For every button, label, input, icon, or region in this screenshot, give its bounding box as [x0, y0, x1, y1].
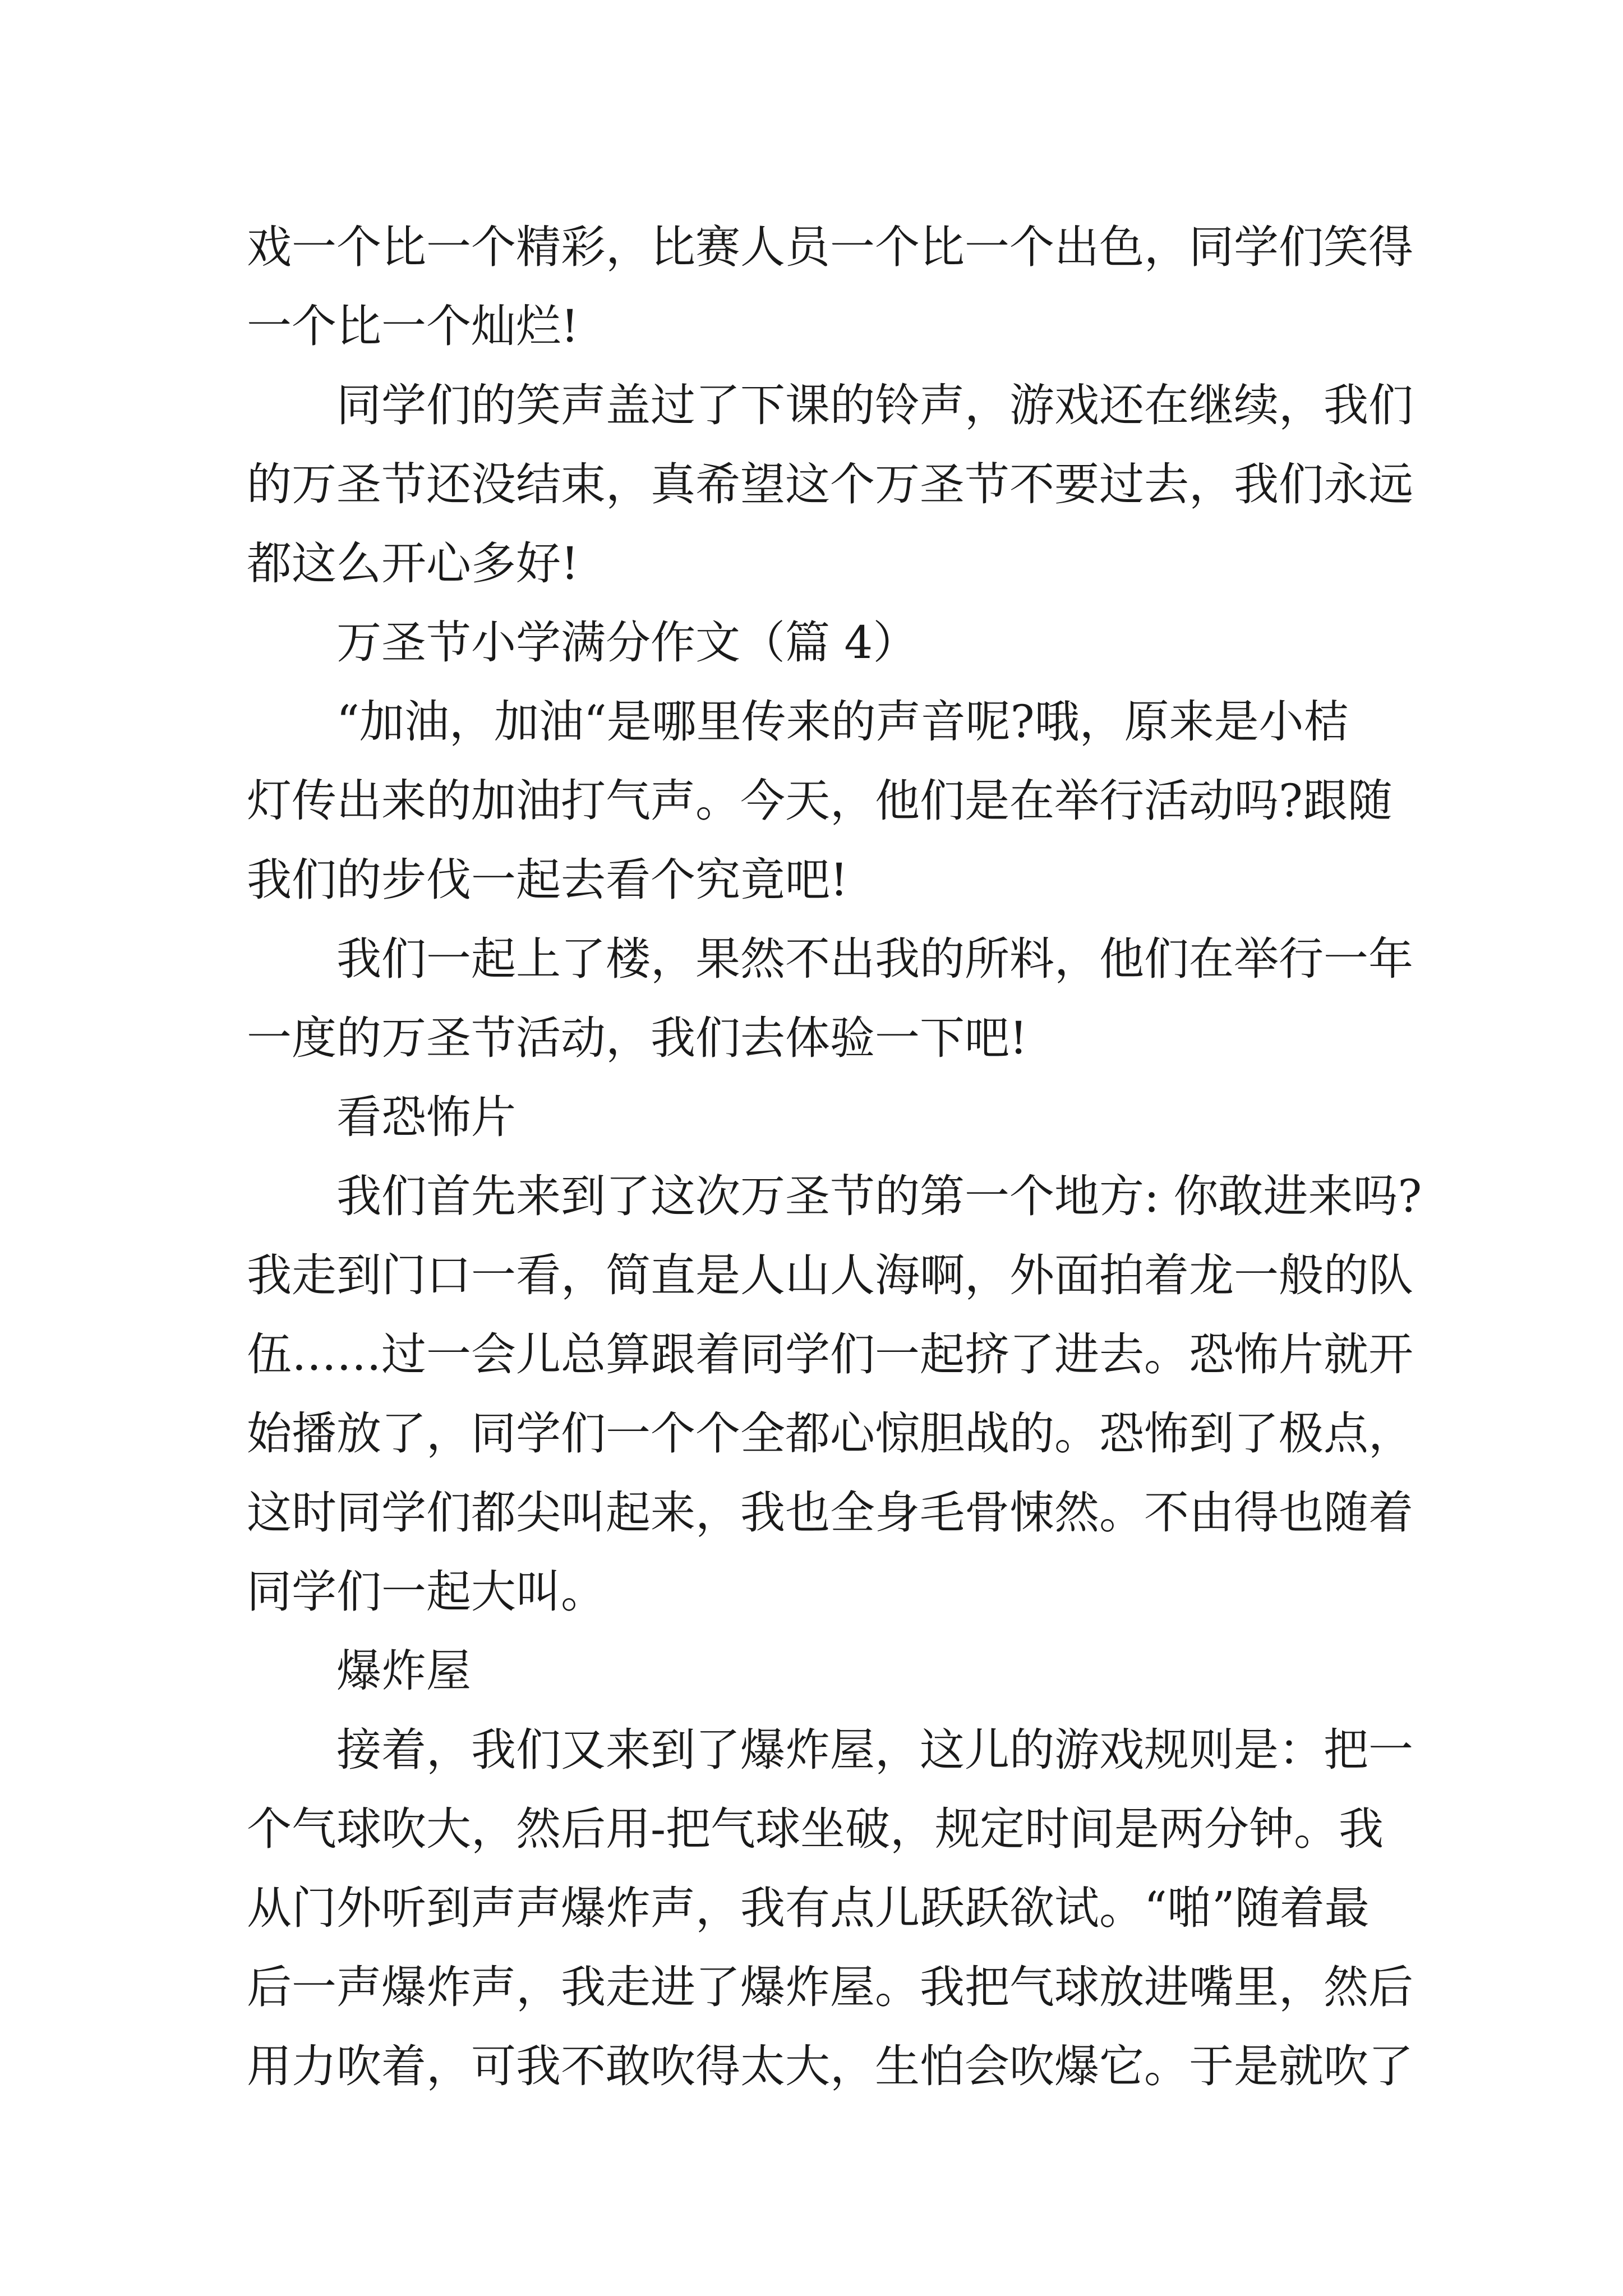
- text-line: 我走到门口一看，简直是人山人海啊，外面拍着龙一般的队: [247, 1249, 1413, 1301]
- text-line: 的万圣节还没结束，真希望这个万圣节不要过去，我们永远: [247, 458, 1413, 510]
- section-heading: 万圣节小学满分作文（篇 4）: [336, 616, 918, 669]
- text-line: 戏一个比一个精彩，比赛人员一个比一个出色，同学们笑得: [247, 221, 1413, 273]
- document-body: [247, 208, 1422, 2106]
- text-line: 后一声爆炸声，我走进了爆炸屋。我把气球放进嘴里，然后: [247, 1961, 1413, 2013]
- text-line: 一个比一个灿烂!: [247, 300, 579, 352]
- subsection-heading: 爆炸屋: [336, 1645, 471, 1697]
- text-line: 我们首先来到了这次万圣节的第一个地方: 你敢进来吗?: [336, 1170, 1422, 1222]
- text-line: 我们一起上了楼，果然不出我的所料，他们在举行一年: [336, 933, 1413, 985]
- text-line: 同学们的笑声盖过了下课的铃声，游戏还在继续，我们: [336, 379, 1413, 431]
- text-line: 这时同学们都尖叫起来，我也全身毛骨悚然。不由得也随着: [247, 1487, 1413, 1539]
- text-line: 伍……过一会儿总算跟着同学们一起挤了进去。恐怖片就开: [247, 1328, 1413, 1381]
- text-line: 始播放了，同学们一个个全都心惊胆战的。恐怖到了极点，: [247, 1407, 1413, 1460]
- text-line: 从门外听到声声爆炸声，我有点儿跃跃欲试。“啪”随着最: [247, 1882, 1370, 1934]
- text-line: 用力吹着，可我不敢吹得太大，生怕会吹爆它。于是就吹了: [247, 2040, 1413, 2092]
- subsection-heading: 看恐怖片: [336, 1091, 516, 1143]
- text-line: 个气球吹大，然后用-把气球坐破，规定时间是两分钟。我: [247, 1803, 1384, 1855]
- text-line: “加油，加油“是哪里传来的声音呢?哦，原来是小桔: [336, 696, 1349, 748]
- text-line: 接着，我们又来到了爆炸屋，这儿的游戏规则是：把一: [336, 1724, 1413, 1776]
- text-line: 我们的步伐一起去看个究竟吧!: [247, 854, 849, 906]
- text-line: 灯传出来的加油打气声。今天，他们是在举行活动吗?跟随: [247, 775, 1393, 827]
- text-line: 一度的万圣节活动，我们去体验一下吧!: [247, 1012, 1028, 1064]
- text-line: 都这么开心多好!: [247, 537, 579, 590]
- text-line: 同学们一起大叫。: [247, 1566, 606, 1618]
